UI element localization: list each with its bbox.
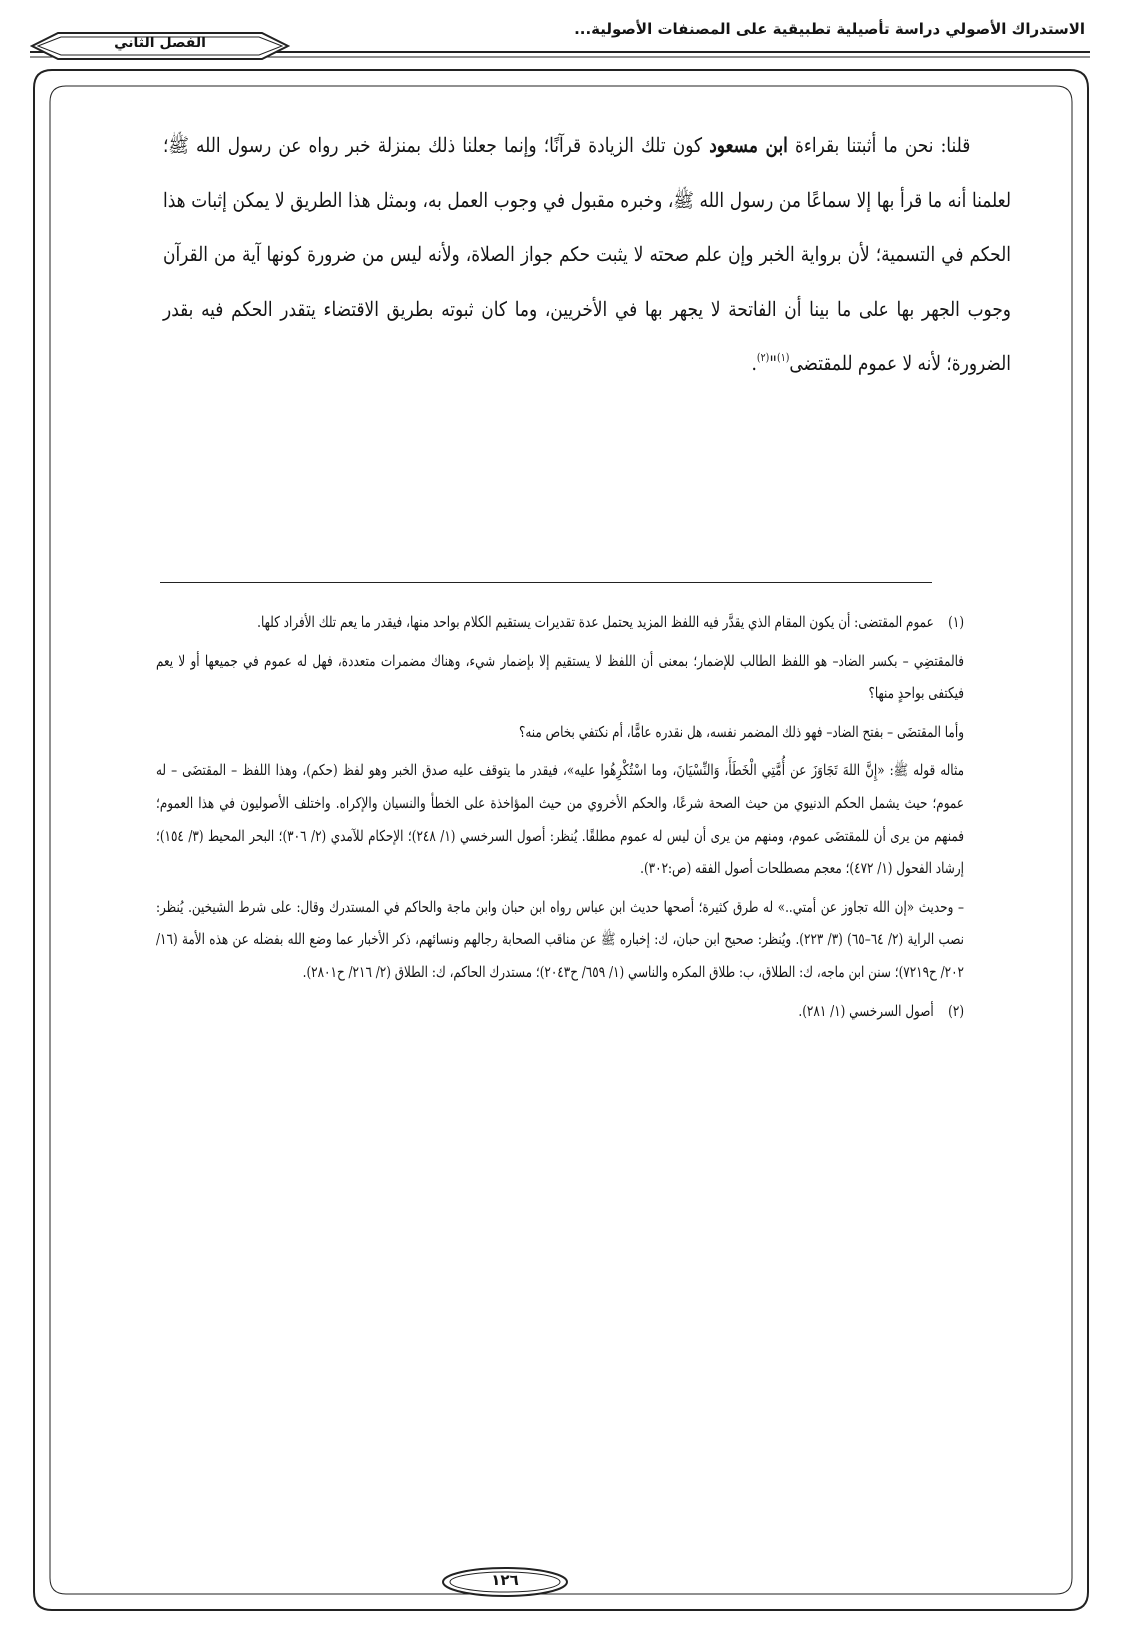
closing-quote: " <box>769 351 778 375</box>
chapter-label: الفصل الثاني <box>114 35 206 51</box>
footnote-ref-1[interactable]: (١) <box>777 351 790 364</box>
footnote-2 <box>156 995 964 1028</box>
footnote-1-paragraph: فالمقتضِي – بكسر الضاد– هو اللفظ الطالب للإضمار؛ بمعنى أن اللفظ لا يستقيم إلا بإضمار شيء، وهناك مضمرات متعددة، فهل له عموم في جميعها أو لا يعم فيكتفى بواحدٍ منها؟ <box>156 651 964 703</box>
main-paragraph <box>163 118 1011 391</box>
main-text-part: قلنا: نحن ما أثبتنا بقراءة <box>795 133 971 157</box>
footnote-number: (١) <box>948 613 964 631</box>
chapter-label-tab <box>30 28 290 64</box>
page-number: ١٢٦ <box>491 1571 519 1589</box>
footnote-1-paragraph: مثاله قوله ﷺ: «إِنَّ اللهَ تَجَاوَزَ عن أُمَّتِي الْخَطَأَ، وَالنِّسْيَانَ، وما اسْتُكْرِهُوا عليه»، فيقدر ما يتوقف عليه صدق الخبر وهو لفظ (حكم)، وهذا اللفظ – المقتضَى – له عموم؛ حيث يشمل الحكم الدنيوي من حيث الصحة شرعًا، والحكم الأخروي من حيث المؤاخذة على الخطأ والنسيان والإكراه. واختلف الأصوليون في هذا العموم؛ فمنهم من يرى أن للمقتضَى عموم، ومنهم من يرى أن ليس له عموم مطلقًا. يُنظر: أصول السرخسي (١/ ٢٤٨)؛ الإحكام للآمدي (٢/ ٣٠٦)؛ البحر المحيط (٣/ ١٥٤)؛ إرشاد الفحول (١/ ٤٧٢)؛ معجم مصطلحات أصول الفقه (ص:٣٠٢). <box>156 761 965 878</box>
running-header-title: الاستدراك الأصولي دراسة تأصيلية تطبيقية على المصنفات الأصولية... <box>574 20 1085 38</box>
footnote-1-paragraph: – وحديث «إن الله تجاوز عن أمتي..» له طرق كثيرة؛ أصحها حديث ابن عباس رواه ابن حبان وابن ماجة والحاكم في المستدرك وقال: على شرط الشيخين. يُنظر: نصب الراية (٢/ ٦٤–٦٥) (٣/ ٢٢٣). ويُنظر: صحيح ابن حبان، ك: إخباره ﷺ عن مناقب الصحابة رجالهم ونسائهم، ذكر الأخبار عما وضع الله بفضله عن هذه الأمة (١٦/ ٢٠٢/ ح٧٢١٩)؛ سنن ابن ماجه، ك: الطلاق، ب: طلاق المكره والناسي (١/ ٦٥٩/ ح٢٠٤٣)؛ مستدرك الحاكم، ك: الطلاق (٢/ ٢١٦/ ح٢٨٠١). <box>156 897 965 981</box>
footnote-1 <box>156 606 964 639</box>
page-number-badge <box>440 1564 570 1600</box>
footnote-text: أصول السرخسي (١/ ٢٨١). <box>798 1001 934 1020</box>
footnote-text: عموم المقتضى: أن يكون المقام الذي يقدَّر فيه اللفظ المزيد يحتمل عدة تقديرات يستقيم الكلام بواحد منها، فيقدر ما يعم تلك الأفراد كلها. <box>257 613 934 631</box>
footnote-separator <box>160 582 932 583</box>
footnote-1-paragraph: وأما المقتضَى – بفتح الضاد– فهو ذلك المضمر نفسه، هل نقدره عامًّا، أم نكتفي بخاص منه؟ <box>518 722 964 741</box>
footnote-ref-2[interactable]: (٢) <box>756 351 770 364</box>
footnote-number: (٢) <box>948 1001 964 1020</box>
main-text-part: كون تلك الزيادة قرآنًا؛ وإنما جعلنا ذلك بمنزلة خبر رواه عن رسول الله ﷺ؛ لعلمنا أنه ما قرأ بها إلا سماعًا من رسول الله ﷺ، وخبره مقبول في وجوب العمل به، وبمثل هذا الطريق لا يمكن إثبات هذا الحكم في التسمية؛ لأن برواية الخبر وإن علم صحته لا يثبت حكم جواز الصلاة، ولأنه ليس من ضرورة كونها آية من القرآن وجوب الجهر بها على ما بينا أن الفاتحة لا يجهر بها في الأخريين، وما كان ثبوته بطريق الاقتضاء يتقدر الحكم فيه بقدر الضرورة؛ لأنه لا عموم للمقتضى <box>163 133 1011 375</box>
main-text <box>163 118 1011 391</box>
main-text-name: ابن مسعود <box>709 133 788 157</box>
footnotes <box>156 606 964 1033</box>
main-text-end: . <box>751 351 757 375</box>
